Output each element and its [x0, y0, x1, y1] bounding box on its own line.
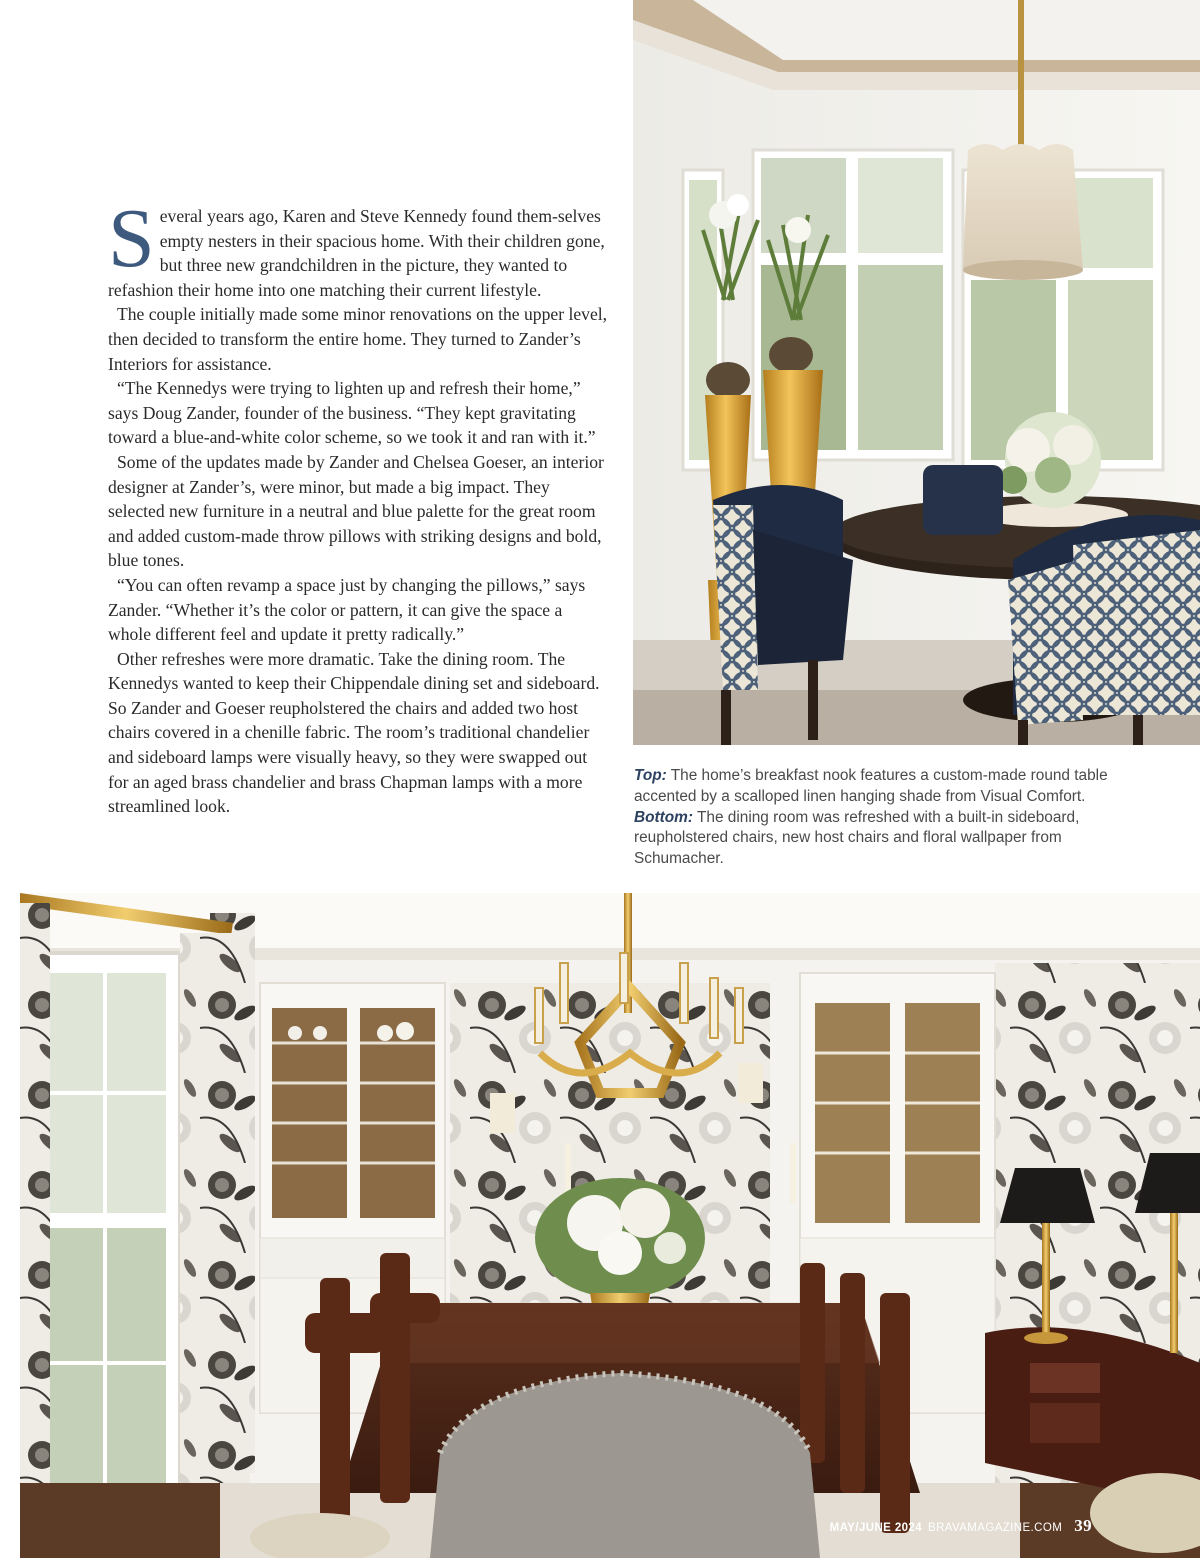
article-body	[108, 192, 608, 819]
paragraph-5: “You can often revamp a space just by changing the pillows,” says Zander. “Whether it’s the color or pattern, it can give the space a whole different feel and update it pretty radically.”	[108, 574, 586, 645]
paragraph-3: “The Kennedys were trying to lighten up and refresh their home,” says Doug Zander, founder of the business. “They kept gravitating toward a blue-and-white color scheme, so we took it and ran with it.”	[108, 378, 596, 448]
caption-top-text: The home’s breakfast nook features a custom-made round table accented by a scalloped linen hanging shade from Visual Comfort.	[634, 767, 1108, 805]
paragraph-2: The couple initially made some minor renovations on the upper level, then decided to transform the entire home. They turned to Zander’s Interiors for assistance.	[108, 304, 608, 374]
caption-bottom-text: The dining room was refreshed with a built-in sideboard, reupholstered chairs, new host chairs and floral wallpaper from Schumacher.	[634, 808, 1080, 868]
drop-cap: S	[108, 192, 155, 285]
paragraph-1-text: everal years ago, Karen and Steve Kennedy found them-selves empty nesters in their spacious home. With their children gone, but three new grandchildren in the picture, they wanted to refashion their home into one matching their current lifestyle.	[108, 206, 605, 300]
page-number: 39	[1074, 1516, 1092, 1535]
paragraph-1	[108, 192, 608, 302]
photo-caption	[634, 766, 1144, 870]
paragraph-6: Other refreshes were more dramatic. Take the dining room. The Kennedys wanted to keep their Chippendale dining set and sideboard. So Zander and Goeser reupholstered the chairs and added two host chairs covered in a chenille fabric. The room’s traditional chandelier and sideboard lamps were visually heavy, so they were swapped out for an aged brass chandelier and brass Chapman lamps with a more streamlined look.	[108, 648, 600, 817]
issue-date: MAY/JUNE 2024	[829, 1522, 923, 1534]
caption-top-label: Top:	[634, 767, 667, 784]
paragraph-4: Some of the updates made by Zander and Chelsea Goeser, an interior designer at Zander’s, were minor, but made a big impact. They selected new furniture in a neutral and blue palette for the great room and added custom-made throw pillows with striking designs and bold, blue tones.	[108, 451, 604, 571]
page-footer	[830, 1516, 1092, 1536]
dining-room-photo	[20, 893, 1200, 1558]
magazine-website: BRAVAMAGAZINE.COM	[928, 1522, 1063, 1534]
breakfast-nook-photo	[633, 0, 1200, 745]
caption-bottom-label: Bottom:	[634, 808, 693, 826]
